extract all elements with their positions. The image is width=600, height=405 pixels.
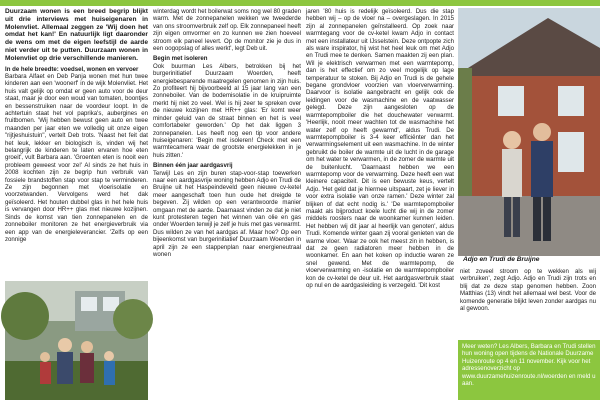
family-garden-photo (5, 281, 148, 400)
column-2 (153, 8, 301, 398)
couple-house-photo (458, 8, 600, 256)
heading-begin-met-isoleren: Begin met isoleren (153, 55, 208, 63)
column-4-body: niet zoveel stroom op te wekken als wij verbruiken', zegt Adjo. Adjo en Trudi zijn trots en blij dat ze deze stap genomen hebben. Zoon Matthias (13) vindt het allemaal wel best. Voor de komende generatie blijkt leven zonder aardgas nu al gewoon. (460, 268, 596, 313)
couple-house-illustration (458, 8, 600, 256)
column-2-paragraph-1: winterdag wordt het boilerwat soms nog wel 80 graden warm. Met de zonnepanelen wekken we tweederde van ons stroomverbruik zelf op. Elk zonnepaneel heeft zijn eigen omvormer en zo kunnen we zien hoeveel stroom elk paneel levert. Op de monitor zie je dus in een oogopslag of alles werkt', legt Deb uit. (153, 8, 301, 53)
photo-caption: Adjo en Trudi de Bruijne (463, 256, 540, 263)
column-2-paragraph-2: Ook buurman Les Albers, betrokken bij het burgerinitiatief Duurzaam Woerden, heeft energiebesparende maatregelen genomen in zijn huis. Zo profiteert hij bijvoorbeeld al 15 jaar lang van een zonneboiler. Van de bodemisolatie in de kruipruimte merkt hij niet zo veel. Wel is hij zeer te spreken over de nieuwe kozijnen met HR++ glas: 'Er komt weer minder geluid van de straat binnen en het is veel comfortabeler geworden.' Op het dak liggen 3 zonnepanelen. Les heeft nog een tip voor andere huiseigenaren: 'Begin met isoleren! Check met een warmtecamera waar de grootste energielekken in je huis zitten.' (153, 62, 301, 159)
column-1-body: Barbara Alfaet en Deb Panja wonen met hun twee kinderen aan een 'woonerf' in de wijk Molenvliet. Het huis valt gelijk op omdat er geen auto voor de deur staat, maar je door een woud van tomaten, boontjes en bessenstruiken naar de voordeur loopt. In de achtertuin staat het vol paprika's, aubergines en fruitbomen. 'Wij hebben bewust geen auto en twee maanden per jaar eten we volledig uit onze eigen "rijtjeshuistuin", vertelt Deb trots. 'Naast het feit dat het leuk, lekker en biologisch is, vinden wij het belangrijk de kinderen te laten ervaren hoe eten groeit', vult Barbara aan. 'Groenten eten is nooit een probleem geweest voor ze!' Al sinds ze het huis in 2008 kochten zijn ze begrip hun verbruik van fossiele brandstoffen stap voor stap te verminderen. Ze zijn begonnen met vloerisolatie en voorzetwanden. Vervolgens werd het dak geïsoleerd. Het houten dubbel glas in het hele huis is vervangen door HR++ glas met nieuwe kozijnen. Sinds de komst van tien zonnepanelen en de zonneboiler monitoren ze het energieverbruik via een app van de energieleverancier. 'Zelfs op een zonnige (5, 72, 148, 243)
subheading-breedte: In de hele breedte: voedsel, wonen en vervoer (5, 65, 139, 73)
heading-aardgasvrij: Binnen één jaar aardgasvrij (153, 162, 233, 170)
info-box-text: Meer weten? Les Albers, Barbara en Trudi stellen hun woning open tijdens de Nationale Duurzame Huizenroute op 4 en 11 november. Kijk voor het adressenoverzicht op www.duurzamehuizenroute.nl/woerden en meld u aan. (462, 343, 596, 388)
intro-paragraph: Duurzaam wonen is een breed begrip blijkt uit drie interviews met huiseigenaren in Molenvliet. Allemaal zeggen ze 'Wij doen het omdat het kan!' En natuurlijk ligt daaronder de wens om met de eigen leefstijl de aarde niet verder uit te putten. Duurzaam wonen in Molenvliet op drie verschillende manieren. (5, 8, 148, 62)
column-4 (460, 268, 596, 336)
column-1 (5, 8, 148, 243)
info-box-meer-weten (458, 340, 600, 400)
top-accent-bar (0, 0, 600, 6)
column-3-body: jaren '80 huis is redelijk geïsoleerd. Dus die stap hebben wij – op de vloer na – overgeslagen. In 2015 zijn al zonnepanelen geïnstalleerd. Op zoek naar warmtegang voor de cv-ketel kwam Adjo in contact met een installateur uit IJsselstein. Deze ontpopte zich als ware inspirator, hij wist het heel leuk om met Adjo en Trudi mee te denken. Samen maakten zij een plan. Wil je elektrisch verwarmen met een warmtepomp, dan is het effectief om zo veel mogelijk op lage temperatuur te stoken. Bij Adjo en Trudi is de gehele begane grondvloer voorzien van vloerverwarming. Daarvoor is isolatie aangebracht en gelijk ook de leidingen voor de wasmachine en de vaatwasser gelegd. Deze zijn aangesloten op de warmtepompboiler die het douchewater verwarmt. 'Heerlijk, nooit meer wachten tot de wasmachine het water zelf op heeft gewarmd', aldus Trudi. De warmtepompboiler is 3-4 keer efficiënter dan het verwarmingselement uit een wasmachine. In de winter gebruikt de boiler de warmte uit de lucht in de garage om het water te verwarmen, in de zomer de warmte uit de buitenlucht. 'Daarnaast hebben we een warmtepomp voor de verwarming. Deze heeft een wat kleinere capaciteit. Dit is een bewuste keus, vertelt Adjo. 'Het geld dat je hiermee uitspaart, zet je liever in voor extra isolatie van onze ramen.' Deze winter zal blijken of dat echt nodig is.' 'De warmtepompboiler maakt als bijproduct koele lucht die wij in de zomer middels roosters naar de woonkamer kunnen leiden. Het hebben wij dit jaar al heerlijk van genoten', aldus Trudi. Komende winter gaan zij vooral genieten van de warme vloer. 'Waar ze ook het meest zin in hebben, is dat ze geen radiatoren meer hebben in de woonkamer. En aan het koken op inductie waren ze snel gewend. Met de warmtepomp, de vloerverwarming en -isolatie en de warmtepompboiler kon de cv-ketel de deur uit. Het aardgasverbruik staat op nul en de aardgasleiding is verzegeld. 'Dit kost (306, 8, 454, 290)
column-2-paragraph-3: Terwijl Les en zijn buren stap-voor-stap toewerken naar een aardgasvrije woning hebben Adjo en Trudi de Bruijne uit het Haspeindeveld geen nieuwe cv-ketel meer aangeschaft toen hun oude het dreigde te begeven. Zij wilden op een verantwoorde manier omgaan met de aarde. Daarnaast vinden ze dat je niet kunt protesteren tegen het winnen van olie en gas onder Woerden terwijl je zelf je huis met gas verwarmt. Dus wilden ze van het aardgas af. Maar hoe? Op een bijeenkomst van burgerinitiatief Duurzaam Woerden in april zijn ze een stappenplan naar energieneutraal wonen (153, 169, 301, 258)
family-garden-illustration (5, 281, 148, 400)
column-3 (306, 8, 454, 398)
